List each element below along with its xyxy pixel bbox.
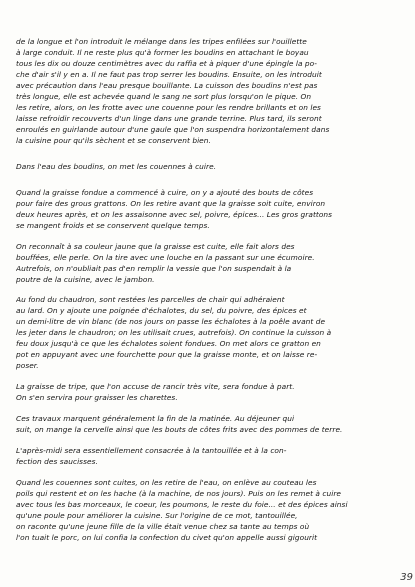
text-line: che d'air s'il y en a. Il ne faut pas trop serrer les boudins. Ensuite, on les introduit (16, 70, 322, 79)
text-line: les retire, alors, on les frotte avec une couenne pour les rendre brillants et on les (16, 103, 321, 112)
text-line: Ces travaux marquent généralement la fin de la matinée. Au déjeuner qui (16, 414, 295, 423)
text-line: L'après-midi sera essentiellement consacrée à la tantouillée et à la con- (16, 446, 287, 455)
text-line: l'on tuait le porc, on lui confia la confection du civet qu'on appelle aussi gigourit (16, 533, 318, 542)
text-line: au lard. On y ajoute une poignée d'échalotes, du sel, du poivre, des épices et (16, 306, 307, 315)
text-line: très longue, elle est achevée quand le sang ne sort plus lorsqu'on le pique. On (16, 92, 312, 101)
text-line: fection des saucisses. (16, 457, 98, 466)
text-line: suit, on mange la cervelle ainsi que les bouts de côtes frits avec des pommes de terre. (16, 425, 343, 434)
text-line: Autrefois, on n'oubliait pas d'en remplir la vessie que l'on suspendait à la (16, 264, 292, 273)
text-line: laisse refroidir recouverts d'un linge dans une grande terrine. Plus tard, ils seront (16, 114, 322, 123)
text-line: la cuisine pour qu'ils sèchent et se conservent bien. (16, 136, 211, 145)
text-line: On s'en servira pour graisser les charettes. (16, 393, 178, 402)
text-line: de la longue et l'on introduit le mélange dans les tripes enfilées sur l'ouillette (16, 37, 307, 46)
text-line: avec précaution dans l'eau presque bouillante. La cuisson des boudins n'est pas (16, 81, 318, 90)
text-line: enroulés en guirlande autour d'une gaule que l'on suspendra horizontalement dans (16, 125, 330, 134)
text-line: deux heures après, et on les assaisonne avec sel, poivre, épices... Les gros grattons (16, 210, 333, 219)
text-line: feu doux jusqu'à ce que les échalotes soient fondues. On met alors ce gratton en (16, 339, 321, 348)
text-line: poils qui restent et on les hache (à la machine, de nos jours). Puis on les remet à cuire (16, 489, 342, 498)
text-line: Au fond du chaudron, sont restées les parcelles de chair qui adhéraient (16, 295, 285, 304)
text-line: avec tous les bas morceaux, le coeur, les poumons, le reste du foie... et des épices ainsi (16, 500, 348, 509)
text-line: tous les dix ou douze centimètres avec du raffia et à piquer d'une épingle la po- (16, 59, 317, 68)
text-line: les jeter dans le chaudron; on les utilisait crues, autrefois). On continue la cuisson à (16, 328, 332, 337)
text-line: se mangent froids et se conservent quelque temps. (16, 221, 210, 230)
text-line: bouffées, elle perle. On la tire avec une louche en la passant sur une écumoire. (16, 253, 315, 262)
text-line: Quand les couennes sont cuites, on les retire de l'eau, on enlève au couteau les (16, 478, 317, 487)
text-line: qu'une poule pour améliorer la cuisine. Sur l'origine de ce mot, tantouillée, (16, 511, 298, 520)
text-line: poser. (16, 361, 39, 370)
text-line: pot en appuyant avec une fourchette pour que la graisse monte, et on laisse re- (16, 350, 318, 359)
text-line: pour faire des grous grattons. On les retire avant que la graisse soit cuite, environ (16, 199, 326, 208)
text-line: un demi-litre de vin blanc (de nos jours on passe les échalotes à la poêle avant de (16, 317, 326, 326)
text-line: On reconnaît à sa couleur jaune que la graisse est cuite, elle fait alors des (16, 242, 295, 251)
text-line: Quand la graisse fondue a commencé à cuire, on y a ajouté des bouts de côtes (16, 188, 314, 197)
text-line: on raconte qu'une jeune fille de la ville était venue chez sa tante au temps où (16, 522, 310, 531)
text-line: La graisse de tripe, que l'on accuse de rancir très vite, sera fondue à part. (16, 382, 295, 391)
text-line: à large conduit. Il ne reste plus qu'à former les boudins en attachant le boyau (16, 48, 309, 57)
page-number: 39 (400, 572, 413, 583)
text-line: Dans l'eau des boudins, on met les couennes à cuire. (16, 162, 217, 171)
text-line: poutre de la cuisine, avec le jambon. (16, 275, 155, 284)
